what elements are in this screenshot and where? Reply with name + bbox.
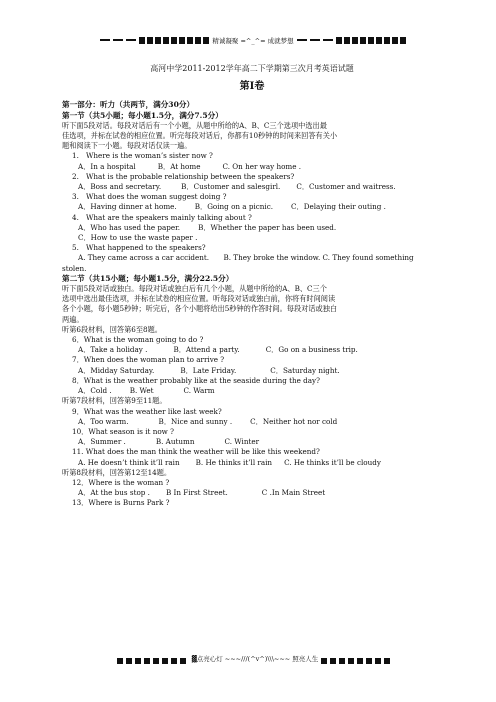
header-decoration-left bbox=[100, 37, 209, 44]
header-text: 精诚凝聚 =^_^= 成就梦想 bbox=[212, 36, 294, 45]
question-3-options: A．Having dinner at home. B．Going on a picnic. C．Delaying their outing . bbox=[78, 202, 386, 212]
exam-document bbox=[62, 64, 442, 509]
question-6-options: A．Take a holiday . B．Attend a party. C．Go on a business trip. bbox=[78, 345, 358, 355]
footer-text: ▓点亮心灯 ~~~///(^v^)\\\~~~ 照亮人生 bbox=[191, 654, 319, 663]
part-heading: 第一部分：听力（共两节，满分30分） bbox=[62, 100, 195, 110]
question-5-options-wrap: stolen. bbox=[62, 263, 87, 273]
instruction-line: 题和阅读下一小题。每段对话仅读一遍。 bbox=[62, 141, 192, 151]
question-9: 9．What was the weather like last week? bbox=[72, 406, 222, 416]
question-5: 5. What happened to the speakers? bbox=[72, 243, 206, 253]
instruction-line: 各个小题，每小题5秒钟；听完后，各个小题将给出5秒钟的作答时间。每段对话或独白 bbox=[62, 304, 338, 314]
footer-decoration-left bbox=[117, 649, 189, 668]
instruction-line: 听下面5段对话。每段对话后有一个小题，从题中所给的A、B、C三个选项中选出最 bbox=[62, 120, 327, 130]
question-12: 12．Where is the woman ? bbox=[72, 477, 170, 487]
document-title: 高河中学2011-2012学年高二下学期第三次月考英语试题 bbox=[150, 64, 354, 73]
question-8: 8．What is the weather probably like at the seaside during the day? bbox=[72, 375, 320, 385]
question-1-options: A．In a hospital B．At home C. On her way home . bbox=[78, 161, 302, 171]
question-10-options: A．Summer . B. Autumn C. Winter bbox=[78, 437, 260, 447]
footer-decoration-right bbox=[321, 649, 393, 668]
section2-instructions bbox=[62, 284, 442, 325]
question-4-options: A．Who has used the paper. B．Whether the paper has been used. bbox=[78, 222, 337, 232]
question-7-options: A．Midday Saturday. B．Late Friday. C．Saturday night. bbox=[78, 365, 340, 375]
material-7-note: 听第7段材料，回答第9至11题。 bbox=[62, 396, 167, 406]
question-7: 7．When does the woman plan to arrive ? bbox=[72, 355, 225, 365]
volume-heading: 第Ⅰ卷 bbox=[239, 81, 265, 93]
instruction-line: 听下面5段对话或独白。每段对话或独白后有几个小题，从题中所给的A、B、C三个 bbox=[62, 284, 327, 294]
instruction-line: 佳选项，并标在试卷的相应位置。听完每段对话后，你都有10秒钟的时间来回答有关小 bbox=[62, 131, 338, 141]
material-6-note: 听第6段材料，回答第6至8题。 bbox=[62, 324, 162, 334]
question-9-options: A．Too warm. B．Nice and sunny . C．Neither hot nor cold bbox=[78, 416, 338, 426]
material-8-note: 听第8段材料，回答第12至14题。 bbox=[62, 467, 172, 477]
question-6: 6．What is the woman going to do ? bbox=[72, 335, 204, 345]
section1-heading: 第一节（共5小题；每小题1.5分，满分7.5分） bbox=[62, 110, 223, 120]
question-10: 10．What season is it now ? bbox=[72, 426, 174, 436]
question-3: 3. What does the woman suggest doing ? bbox=[72, 192, 227, 202]
question-12-options: A．At the bus stop . B In First Street. C .In Main Street bbox=[78, 488, 326, 498]
header-banner bbox=[118, 34, 388, 46]
question-8-options: A．Cold . B. Wet C. Warm bbox=[78, 386, 215, 396]
question-4: 4. What are the speakers mainly talking about ? bbox=[72, 212, 252, 222]
instruction-line: 选项中选出最佳选项，并标在试卷的相应位置。听每段对话或独白前，你将有时间阅读 bbox=[62, 294, 336, 304]
instruction-line: 两遍。 bbox=[62, 314, 84, 324]
footer-banner bbox=[90, 652, 420, 664]
question-1: 1. Where is the woman’s sister now ? bbox=[72, 151, 213, 161]
question-11: 11. What does the man think the weather will be like this weekend? bbox=[72, 447, 320, 457]
header-decoration-right bbox=[297, 37, 406, 44]
section2-heading: 第二节（共15小题；每小题1.5分，满分22.5分） bbox=[62, 273, 234, 283]
question-4-option-c: C．How to use the waste paper . bbox=[78, 233, 198, 243]
question-11-options: A. He doesn’t think it’ll rain B. He thinks it’ll rain C. He thinks it’ll be cloudy bbox=[78, 457, 381, 467]
question-5-options: A. They came across a car accident. B. They broke the window. C. They found something bbox=[78, 253, 414, 263]
question-2-options: A．Boss and secretary. B．Customer and salesgirl. C．Customer and waitress. bbox=[78, 182, 396, 192]
section1-instructions bbox=[62, 121, 442, 152]
question-2: 2. What is the probable relationship between the speakers? bbox=[72, 171, 295, 181]
question-13: 13．Where is Burns Park ? bbox=[72, 498, 170, 508]
